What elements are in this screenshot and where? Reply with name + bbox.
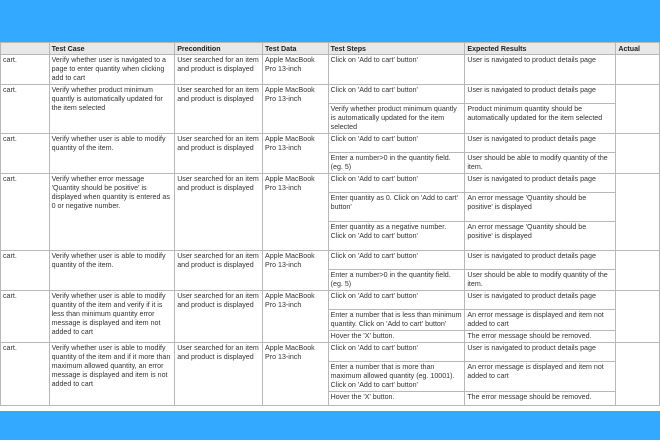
feature-cell[interactable]: cart. [1,343,50,406]
actual-result-cell[interactable] [616,343,660,406]
feature-cell[interactable]: cart. [1,134,50,174]
expected-result-cell[interactable]: An error message is displayed and item not added to cart [465,362,616,392]
expected-result-cell[interactable]: User is navigated to product details page [465,85,616,104]
test-step-cell[interactable]: Enter quantity as a negative number. Click on 'Add to cart' button' [328,222,465,251]
table-row [1,85,660,104]
expected-result-cell[interactable]: An error message 'Quantity should be positive' is displayed [465,222,616,251]
test-data-cell[interactable]: Apple MacBook Pro 13-inch [263,251,329,291]
test-step-cell[interactable]: Verify whether product minimum quantly is automatically updated for the item selected [328,104,465,134]
test-step-cell[interactable]: Click on 'Add to cart' button' [328,55,465,85]
header-row [1,43,660,55]
precondition-cell[interactable]: User searched for an item and product is displayed [175,55,263,85]
feature-cell[interactable]: cart. [1,251,50,291]
table-row [1,55,660,85]
precondition-cell[interactable]: User searched for an item and product is displayed [175,343,263,406]
test-case-cell[interactable]: Verify whether user is able to modify quantity of the item and verify if it is less than minimum quantity error message is displayed and item not added to cart [49,291,175,343]
table-row [1,343,660,362]
feature-cell[interactable]: cart. [1,85,50,134]
test-step-cell[interactable]: Click on 'Add to cart' button' [328,85,465,104]
test-step-cell[interactable]: Hover the 'X' button. [328,331,465,343]
feature-cell[interactable]: cart. [1,55,50,85]
expected-result-cell[interactable]: The error message should be removed. [465,331,616,343]
test-step-cell[interactable]: Enter a number that is more than maximum allowed quantity (eg. 10001). Click on 'Add to cart' button' [328,362,465,392]
table-row [1,134,660,153]
column-header-test-data[interactable]: Test Data [263,43,329,55]
test-step-cell[interactable]: Click on 'Add to cart' button' [328,343,465,362]
test-data-cell[interactable]: Apple MacBook Pro 13-inch [263,291,329,343]
feature-cell[interactable]: cart. [1,174,50,251]
expected-result-cell[interactable]: User should be able to modify quantity of the item. [465,270,616,291]
column-header-expected-results[interactable]: Expected Results [465,43,616,55]
precondition-cell[interactable]: User searched for an item and product is displayed [175,174,263,251]
test-data-cell[interactable]: Apple MacBook Pro 13-inch [263,174,329,251]
test-step-cell[interactable]: Click on 'Add to cart' button' [328,134,465,153]
test-data-cell[interactable]: Apple MacBook Pro 13-inch [263,55,329,85]
test-case-table [0,42,660,406]
expected-result-cell[interactable]: An error message is displayed and item not added to cart [465,310,616,331]
column-header-test-case[interactable]: Test Case [49,43,175,55]
expected-result-cell[interactable]: The error message should be removed. [465,392,616,406]
actual-result-cell[interactable] [616,134,660,174]
test-data-cell[interactable]: Apple MacBook Pro 13-inch [263,134,329,174]
table-row [1,174,660,193]
test-case-cell[interactable]: Verify whether product minimum quantly is automatically updated for the item selected [49,85,175,134]
expected-result-cell[interactable]: User is navigated to product details page [465,55,616,85]
table-row [1,251,660,270]
test-data-cell[interactable]: Apple MacBook Pro 13-inch [263,343,329,406]
test-step-cell[interactable]: Click on 'Add to cart' button' [328,291,465,310]
table-body [1,55,660,406]
test-step-cell[interactable]: Click on 'Add to cart' button' [328,251,465,270]
test-case-cell[interactable]: Verify whether user is able to modify quantity of the item. [49,134,175,174]
precondition-cell[interactable]: User searched for an item and product is displayed [175,251,263,291]
expected-result-cell[interactable]: User should be able to modify quantity of the item. [465,153,616,174]
test-step-cell[interactable]: Enter a number>0 in the quantity field. (eg. 5) [328,153,465,174]
actual-result-cell[interactable] [616,85,660,134]
table-row [1,291,660,310]
feature-cell[interactable]: cart. [1,291,50,343]
test-data-cell[interactable]: Apple MacBook Pro 13-inch [263,85,329,134]
column-header-a[interactable] [1,43,50,55]
expected-result-cell[interactable]: User is navigated to product details page [465,291,616,310]
expected-result-cell[interactable]: Product minimum quantity should be automatically updated for the item selected [465,104,616,134]
precondition-cell[interactable]: User searched for an item and product is displayed [175,85,263,134]
test-case-cell[interactable]: Verify whether user is navigated to a page to enter quantity when clicking add to cart [49,55,175,85]
column-header-actual[interactable]: Actual [616,43,660,55]
expected-result-cell[interactable]: User is navigated to product details page [465,174,616,193]
expected-result-cell[interactable]: An error message 'Quantity should be positive' is displayed [465,193,616,222]
test-step-cell[interactable]: Enter a number>0 in the quantity field. (eg. 5) [328,270,465,291]
test-step-cell[interactable]: Enter a number that is less than minimum quantity. Click on 'Add to cart' button' [328,310,465,331]
test-step-cell[interactable]: Enter quantity as 0. Click on 'Add to cart' button' [328,193,465,222]
actual-result-cell[interactable] [616,291,660,343]
expected-result-cell[interactable]: User is navigated to product details page [465,134,616,153]
test-case-cell[interactable]: Verify whether error message 'Quantity should be positive' is displayed when quantity is entered as 0 or negative number. [49,174,175,251]
spreadsheet [0,42,660,411]
test-step-cell[interactable]: Click on 'Add to cart' button' [328,174,465,193]
precondition-cell[interactable]: User searched for an item and product is displayed [175,291,263,343]
precondition-cell[interactable]: User searched for an item and product is displayed [175,134,263,174]
column-header-precondition[interactable]: Precondition [175,43,263,55]
test-case-cell[interactable]: Verify whether user is able to modify quantity of the item. [49,251,175,291]
actual-result-cell[interactable] [616,174,660,251]
expected-result-cell[interactable]: User is navigated to product details page [465,343,616,362]
test-step-cell[interactable]: Hover the 'X' button. [328,392,465,406]
actual-result-cell[interactable] [616,251,660,291]
column-header-test-steps[interactable]: Test Steps [328,43,465,55]
test-case-cell[interactable]: Verify whether user is able to modify quantity of the item and if it more than maximum allowed quantity, an error message is displayed and item is not added to cart [49,343,175,406]
expected-result-cell[interactable]: User is navigated to product details page [465,251,616,270]
actual-result-cell[interactable] [616,55,660,85]
